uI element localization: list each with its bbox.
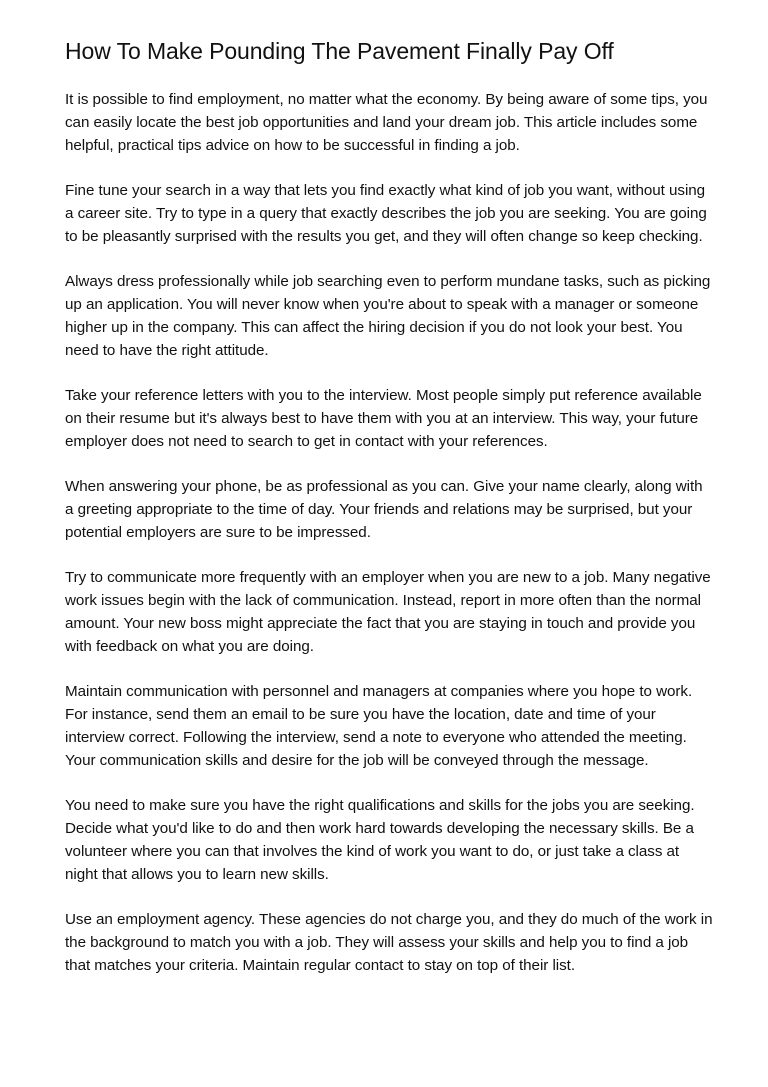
document-page: [65, 36, 715, 999]
paragraph-maintain-communication: Maintain communication with personnel and managers at companies where you hope to work. For instance, send them an email to be sure you have the location, date and time of your interview correct. Following the interview, send a note to everyone who attended the meeting. Your communication skills and desire for the job will be conveyed through the message.: [65, 683, 693, 769]
paragraph-reference-letters: Take your reference letters with you to the interview. Most people simply put reference available on their resume but it's always best to have them with you at an interview. This way, your future employer does not need to search to get in contact with your references.: [65, 387, 702, 450]
paragraph-communicate-frequently: Try to communicate more frequently with an employer when you are new to a job. Many negative work issues begin with the lack of communication. Instead, report in more often than the normal amount. Your new boss might appreciate the fact that you are staying in touch and provide you with feedback on what you are doing.: [65, 569, 711, 655]
paragraph-employment-agency: Use an employment agency. These agencies do not charge you, and they do much of the work in the background to match you with a job. They will assess your skills and help you to find a job that matches your criteria. Maintain regular contact to stay on top of their list.: [65, 911, 713, 974]
paragraph-dress-professionally: Always dress professionally while job searching even to perform mundane tasks, such as picking up an application. You will never know when you're about to speak with a manager or someone higher up in the company. This can affect the hiring decision if you do not look your best. You need to have the right attitude.: [65, 273, 711, 359]
paragraph-answering-phone: When answering your phone, be as professional as you can. Give your name clearly, along with a greeting appropriate to the time of day. Your friends and relations may be surprised, but your potential employers are sure to be impressed.: [65, 478, 703, 541]
document-title: How To Make Pounding The Pavement Finally Pay Off: [65, 38, 614, 64]
paragraph-qualifications: You need to make sure you have the right qualifications and skills for the jobs you are seeking. Decide what you'd like to do and then work hard towards developing the necessary skills. Be a volunteer where you can that involves the kind of work you want to do, or just take a class at night that allows you to learn new skills.: [65, 797, 695, 883]
paragraph-intro: It is possible to find employment, no matter what the economy. By being aware of some tips, you can easily locate the best job opportunities and land your dream job. This article includes some helpful, practical tips advice on how to be successful in finding a job.: [65, 91, 708, 154]
paragraph-fine-tune-search: Fine tune your search in a way that lets you find exactly what kind of job you want, without using a career site. Try to type in a query that exactly describes the job you are seeking. You are going to be pleasantly surprised with the results you get, and they will often change so keep checking.: [65, 182, 707, 245]
